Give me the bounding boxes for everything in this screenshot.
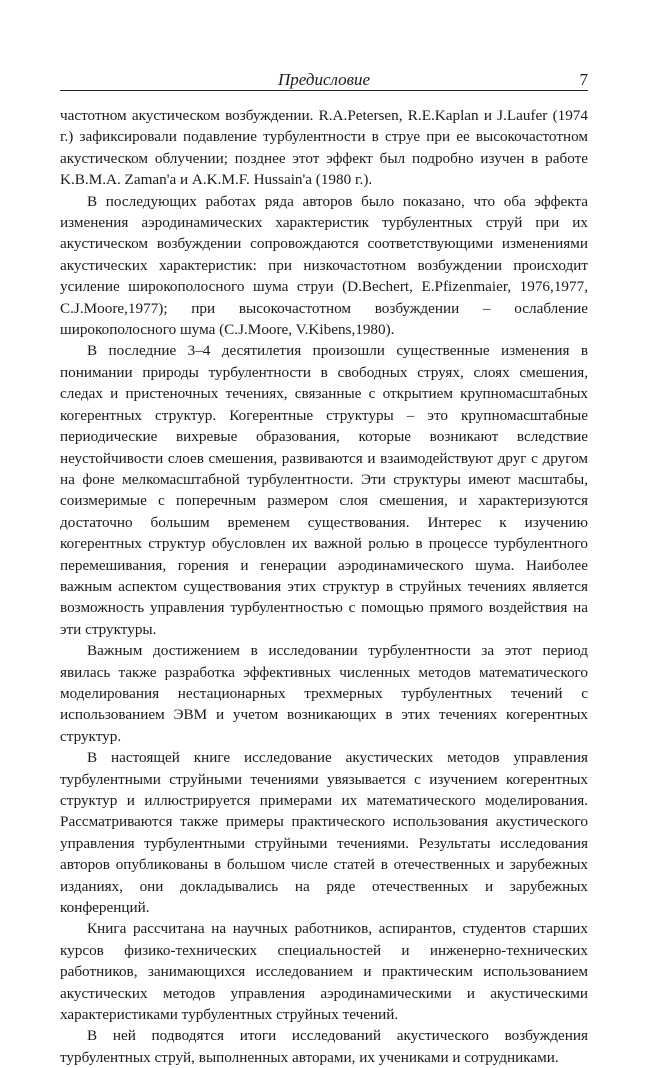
paragraph: Важным достижением в исследовании турбулентности за этот период явилась также разработка эффективных численных методов математического моделирования нестационарных трехмерных турбулентных течений с использованием ЭВМ и учетом возникающих в этих течениях когерентных структур. <box>60 642 588 745</box>
body-text <box>60 105 588 1068</box>
paragraph: В настоящей книге исследование акустических методов управления турбулентными струйными течениями увязывается с изучением когерентных структур и иллюстрируется примерами их математического моделирования. Рассматриваются также примеры практического использования акустического управления турбулентными струйными течениями. Результаты исследования авторов опубликованы в большом числе статей в отечественных и зарубежных изданиях, они докладывались на ряде отечественных и зарубежных конференций. <box>60 749 588 917</box>
running-head <box>60 68 588 91</box>
paragraph-continued: частотном акустическом возбуждении. R.A.Petersen, R.E.Kaplan и J.Laufer (1974 г.) зафиксировали подавление турбулентности в струе при ее высокочастотном акустическом облучении; позднее этот эффект был подробно изучен в работе K.B.M.A. Zaman'a и A.K.M.F. Hussain'a (1980 г.). <box>60 107 588 189</box>
running-title: Предисловие <box>277 70 371 89</box>
page-number: 7 <box>579 70 588 89</box>
paragraph: В последующих работах ряда авторов было показано, что оба эффекта изменения аэродинамических характеристик турбулентных струй при их акустическом возбуждении сопровождаются соответствующими изменениями акустических характеристик: при низкочастотном возбуждении происходит усиление широкополосного шума струи (D.Bechert, E.Pfizenmaier, 1976,1977, C.J.Moore,1977); при высокочастотном возбуждении – ослабление широкополосного шума (C.J.Moore, V.Kibens,1980). <box>60 192 588 339</box>
paragraph: В ней подводятся итоги исследований акустического возбуждения турбулентных струй, выполненных авторами, их учениками и сотрудниками. <box>60 1027 588 1066</box>
book-page <box>60 68 588 1068</box>
paragraph: Книга рассчитана на научных работников, аспирантов, студентов старших курсов физико-технических специальностей и инженерно-технических работников, занимающихся исследованием и практическим использованием акустических методов управления аэродинамическими и акустическими характеристиками турбулентных струйных течений. <box>60 920 588 1024</box>
paragraph: В последние 3–4 десятилетия произошли существенные изменения в понимании природы турбулентности в свободных струях, слоях смешения, следах и пристеночных течениях, связанные с открытием крупномасштабных когерентных структур. Когерентные структуры – это крупномасштабные периодические вихревые образования, которые возникают вследствие неустойчивости слоев смешения, развиваются и взаимодействуют друг с другом на фоне мелкомасштабной турбулентности. Эти структуры имеют масштабы, соизмеримые с поперечным размером слоя смешения, и характеризуются достаточно большим временем существования. Интерес к изучению когерентных структур обусловлен их важной ролью в процессе турбулентного перемешивания, горения и генерации аэродинамического шума. Наиболее важным аспектом существования этих структур в струйных течениях является возможность управления турбулентностью с помощью прямого воздействия на эти структуры. <box>60 342 588 638</box>
